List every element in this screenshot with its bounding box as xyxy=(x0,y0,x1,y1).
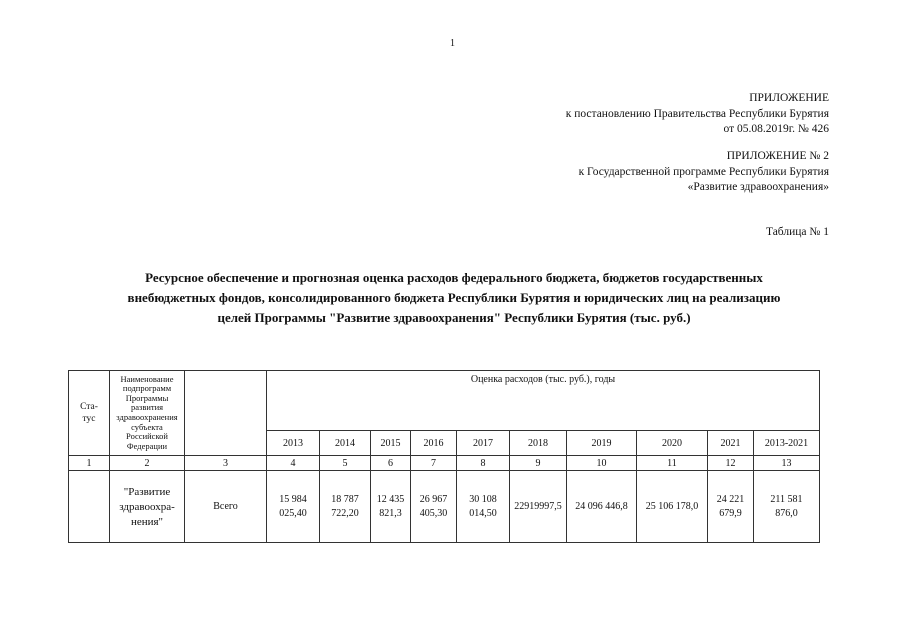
appendix-title: ПРИЛОЖЕНИЕ xyxy=(749,92,829,104)
column-number: 13 xyxy=(754,456,820,471)
header-source xyxy=(185,371,267,456)
table-label: Таблица № 1 xyxy=(765,226,829,238)
title-line: целей Программы "Развитие здравоохранения" Республики Бурятия (тыс. руб.) xyxy=(217,310,691,325)
table-row xyxy=(69,471,820,543)
source-cell: Всего xyxy=(185,471,267,543)
year-cell: 2013-2021 xyxy=(754,431,820,456)
year-cell: 2015 xyxy=(371,431,411,456)
column-number: 5 xyxy=(320,456,371,471)
year-cell: 2021 xyxy=(708,431,754,456)
value-cell: 24 096 446,8 xyxy=(567,471,637,543)
value-cell: 24 221 679,9 xyxy=(708,471,754,543)
column-number: 2 xyxy=(110,456,185,471)
value-cell: 12 435 821,3 xyxy=(371,471,411,543)
title-line: внебюджетных фондов, консолидированного бюджета Республики Бурятия и юридических лиц на реализацию xyxy=(127,290,781,305)
header-estimate: Оценка расходов (тыс. руб.), годы xyxy=(267,371,820,431)
header-status: Ста-тус xyxy=(69,371,110,456)
program-name-cell: "Развитие здравоохра-нения" xyxy=(110,471,185,543)
title-line: Ресурсное обеспечение и прогнозная оценка расходов федерального бюджета, бюджетов государственных xyxy=(145,270,763,285)
year-cell: 2017 xyxy=(457,431,510,456)
appendix-block-1 xyxy=(566,91,829,138)
year-cell: 2013 xyxy=(267,431,320,456)
appendix-block-2 xyxy=(579,149,829,196)
year-cell: 2020 xyxy=(637,431,708,456)
value-cell: 15 984 025,40 xyxy=(267,471,320,543)
appendix-title: ПРИЛОЖЕНИЕ № 2 xyxy=(726,150,829,162)
appendix-line: к постановлению Правительства Республики Бурятия xyxy=(565,107,829,120)
column-number: 12 xyxy=(708,456,754,471)
appendix-line: «Развитие здравоохранения» xyxy=(687,181,829,193)
column-number: 9 xyxy=(510,456,567,471)
value-cell: 22919997,5 xyxy=(510,471,567,543)
year-cell: 2018 xyxy=(510,431,567,456)
value-cell: 25 106 178,0 xyxy=(637,471,708,543)
column-number: 10 xyxy=(567,456,637,471)
year-cell: 2014 xyxy=(320,431,371,456)
header-name: Наименование подпрограмм Программы развития здравоохранения субъекта Российской Федерации xyxy=(110,371,185,456)
column-number: 7 xyxy=(411,456,457,471)
column-number: 11 xyxy=(637,456,708,471)
column-number: 4 xyxy=(267,456,320,471)
column-number: 3 xyxy=(185,456,267,471)
value-cell: 18 787 722,20 xyxy=(320,471,371,543)
column-number: 1 xyxy=(69,456,110,471)
document-title xyxy=(40,268,868,328)
column-number: 8 xyxy=(457,456,510,471)
value-cell: 211 581 876,0 xyxy=(754,471,820,543)
appendix-line: к Государственной программе Республики Бурятия xyxy=(578,165,829,178)
year-cell: 2016 xyxy=(411,431,457,456)
value-cell: 26 967 405,30 xyxy=(411,471,457,543)
appendix-line: от 05.08.2019г. № 426 xyxy=(723,123,829,135)
status-cell xyxy=(69,471,110,543)
column-number: 6 xyxy=(371,456,411,471)
year-cell: 2019 xyxy=(567,431,637,456)
page-number: 1 xyxy=(450,38,455,49)
resources-table xyxy=(68,370,820,543)
value-cell: 30 108 014,50 xyxy=(457,471,510,543)
